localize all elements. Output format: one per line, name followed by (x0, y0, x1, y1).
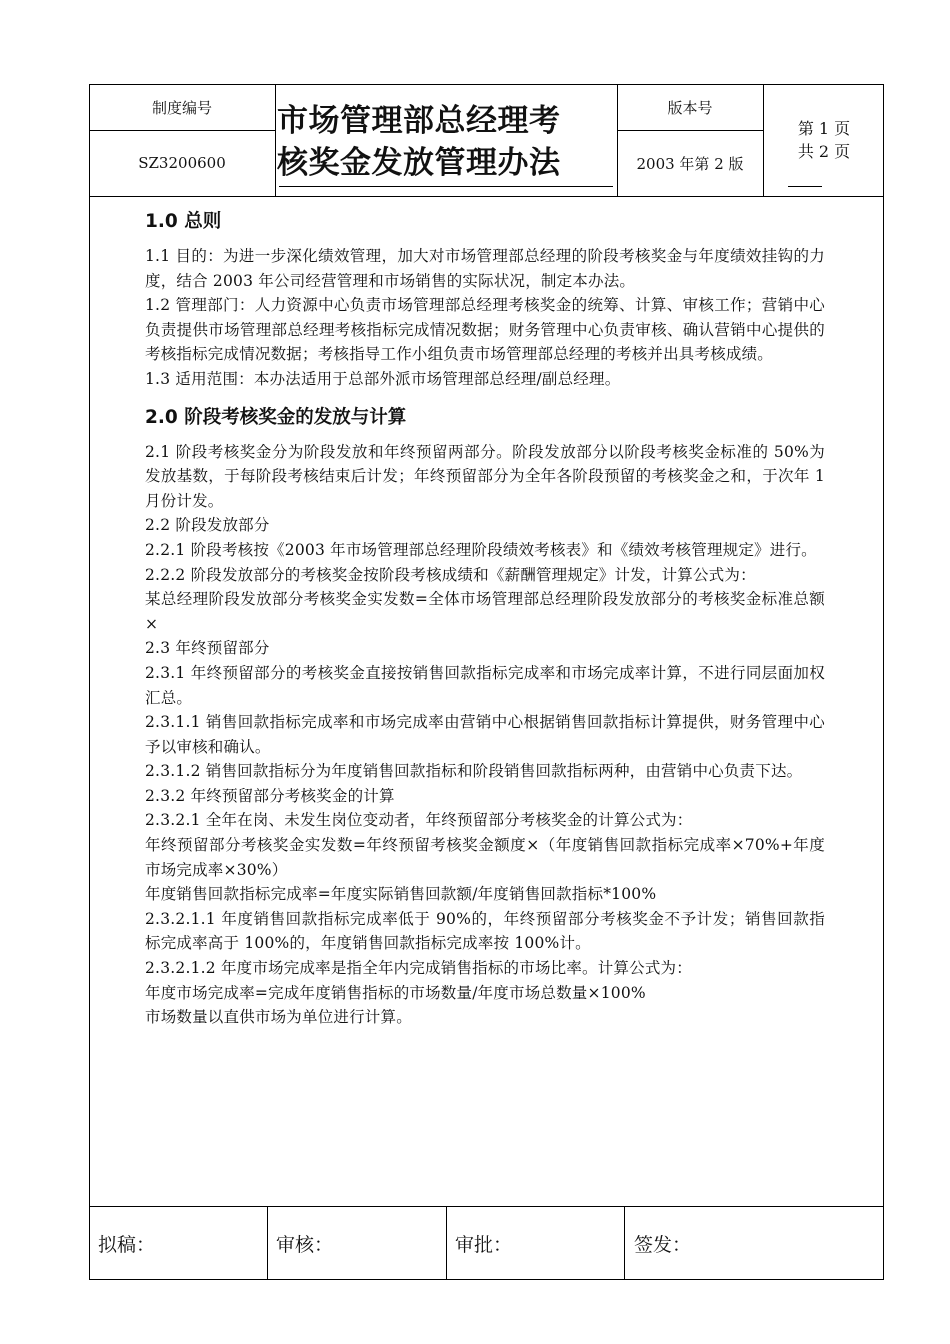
paragraph: 1.1 目的：为进一步深化绩效管理，加大对市场管理部总经理的阶段考核奖金与年度绩效挂钩的力度，结合 2003 年公司经营管理和市场销售的实际状况，制定本办法。 (145, 247, 825, 290)
document-body (145, 206, 825, 1030)
paragraph: 1.2 管理部门：人力资源中心负责市场管理部总经理考核奖金的统筹、计算、审核工作；营销中心负责提供市场管理部总经理考核指标完成情况数据；财务管理中心负责审核、确认营销中心提供的考核指标完成情况数据；考核指导工作小组负责市场管理部总经理的考核并出具考核成绩。 (145, 296, 825, 364)
page-total: 共 2 页 (797, 142, 851, 161)
page-current: 第 1 页 (797, 119, 851, 138)
title-underline (279, 186, 613, 187)
paragraph: 2.3.1.2 销售回款指标分为年度销售回款指标和阶段销售回款指标两种，由营销中心负责下达。 (145, 762, 803, 781)
paragraph: 2.2 阶段发放部分 (145, 516, 270, 535)
version-value: 2003 年第 2 版 (636, 154, 744, 173)
paragraph: 2.3.2.1.1 年度销售回款指标完成率低于 90%的，年终预留部分考核奖金不予计发；销售回款指标完成率高于 100%的，年度销售回款指标完成率按 100%计。 (145, 909, 825, 953)
paragraph: 2.3.2.1 全年在岗、未发生岗位变动者，年终预留部分考核奖金的计算公式为： (145, 811, 693, 830)
code-value: SZ3200600 (138, 154, 226, 172)
paragraph: 2.3.2.1.2 年度市场完成率是指全年内完成销售指标的市场比率。计算公式为： (145, 959, 692, 978)
document-title (277, 100, 617, 184)
footer-divider-2 (446, 1206, 447, 1280)
header-divider-1 (275, 84, 276, 196)
paragraph: 2.3.1.1 销售回款指标完成率和市场完成率由营销中心根据销售回款指标计算提供，财务管理中心予以审核和确认。 (145, 713, 825, 756)
title-line-1: 市场管理部总经理考 (277, 103, 561, 139)
draft-label: 拟稿： (98, 1233, 156, 1256)
section-heading: 1.0 总则 (145, 211, 222, 232)
title-line-2: 核奖金发放管理办法 (277, 145, 561, 181)
page-underline (788, 186, 822, 187)
header-divider-3 (763, 84, 764, 196)
paragraph: 2.3.1 年终预留部分的考核奖金直接按销售回款指标完成率和市场完成率计算，不进行同层面加权汇总。 (145, 663, 825, 707)
paragraph: 某总经理阶段发放部分考核奖金实发数=全体市场管理部总经理阶段发放部分的考核奖金标准总额× (145, 590, 825, 633)
page-indicator (784, 117, 864, 163)
header-bottom-line (89, 196, 884, 197)
approve-label: 审批： (455, 1233, 513, 1256)
paragraph: 2.3 年终预留部分 (145, 639, 270, 658)
footer-divider-3 (624, 1206, 625, 1280)
paragraph: 1.3 适用范围：本办法适用于总部外派市场管理部总经理/副总经理。 (145, 369, 621, 388)
footer-divider-1 (267, 1206, 268, 1280)
section-heading: 2.0 阶段考核奖金的发放与计算 (145, 406, 407, 428)
code-label: 制度编号 (151, 98, 212, 117)
paragraph: 2.2.1 阶段考核按《2003 年市场管理部总经理阶段绩效考核表》和《绩效考核管理规定》进行。 (145, 540, 817, 559)
paragraph: 市场数量以直供市场为单位进行计算。 (145, 1008, 412, 1027)
paragraph: 年度销售回款指标完成率=年度实际销售回款额/年度销售回款指标*100% (145, 885, 657, 904)
issue-label: 签发： (634, 1233, 692, 1256)
paragraph: 2.3.2 年终预留部分考核奖金的计算 (145, 786, 395, 805)
paragraph: 2.1 阶段考核奖金分为阶段发放和年终预留两部分。阶段发放部分以阶段考核奖金标准的 50%为发放基数，于每阶段考核结束后计发；年终预留部分为全年各阶段预留的考核奖金之和，于次年 1 月份计发。 (145, 442, 825, 510)
review-label: 审核： (276, 1233, 334, 1256)
paragraph: 2.2.2 阶段发放部分的考核奖金按阶段考核成绩和《薪酬管理规定》计发，计算公式为： (145, 565, 756, 584)
paragraph: 年终预留部分考核奖金实发数=年终预留考核奖金额度×（年度销售回款指标完成率×70%+年度市场完成率×30%） (145, 836, 825, 879)
paragraph: 年度市场完成率=完成年度销售指标的市场数量/年度市场总数量×100% (145, 983, 646, 1002)
version-label: 版本号 (667, 98, 713, 117)
